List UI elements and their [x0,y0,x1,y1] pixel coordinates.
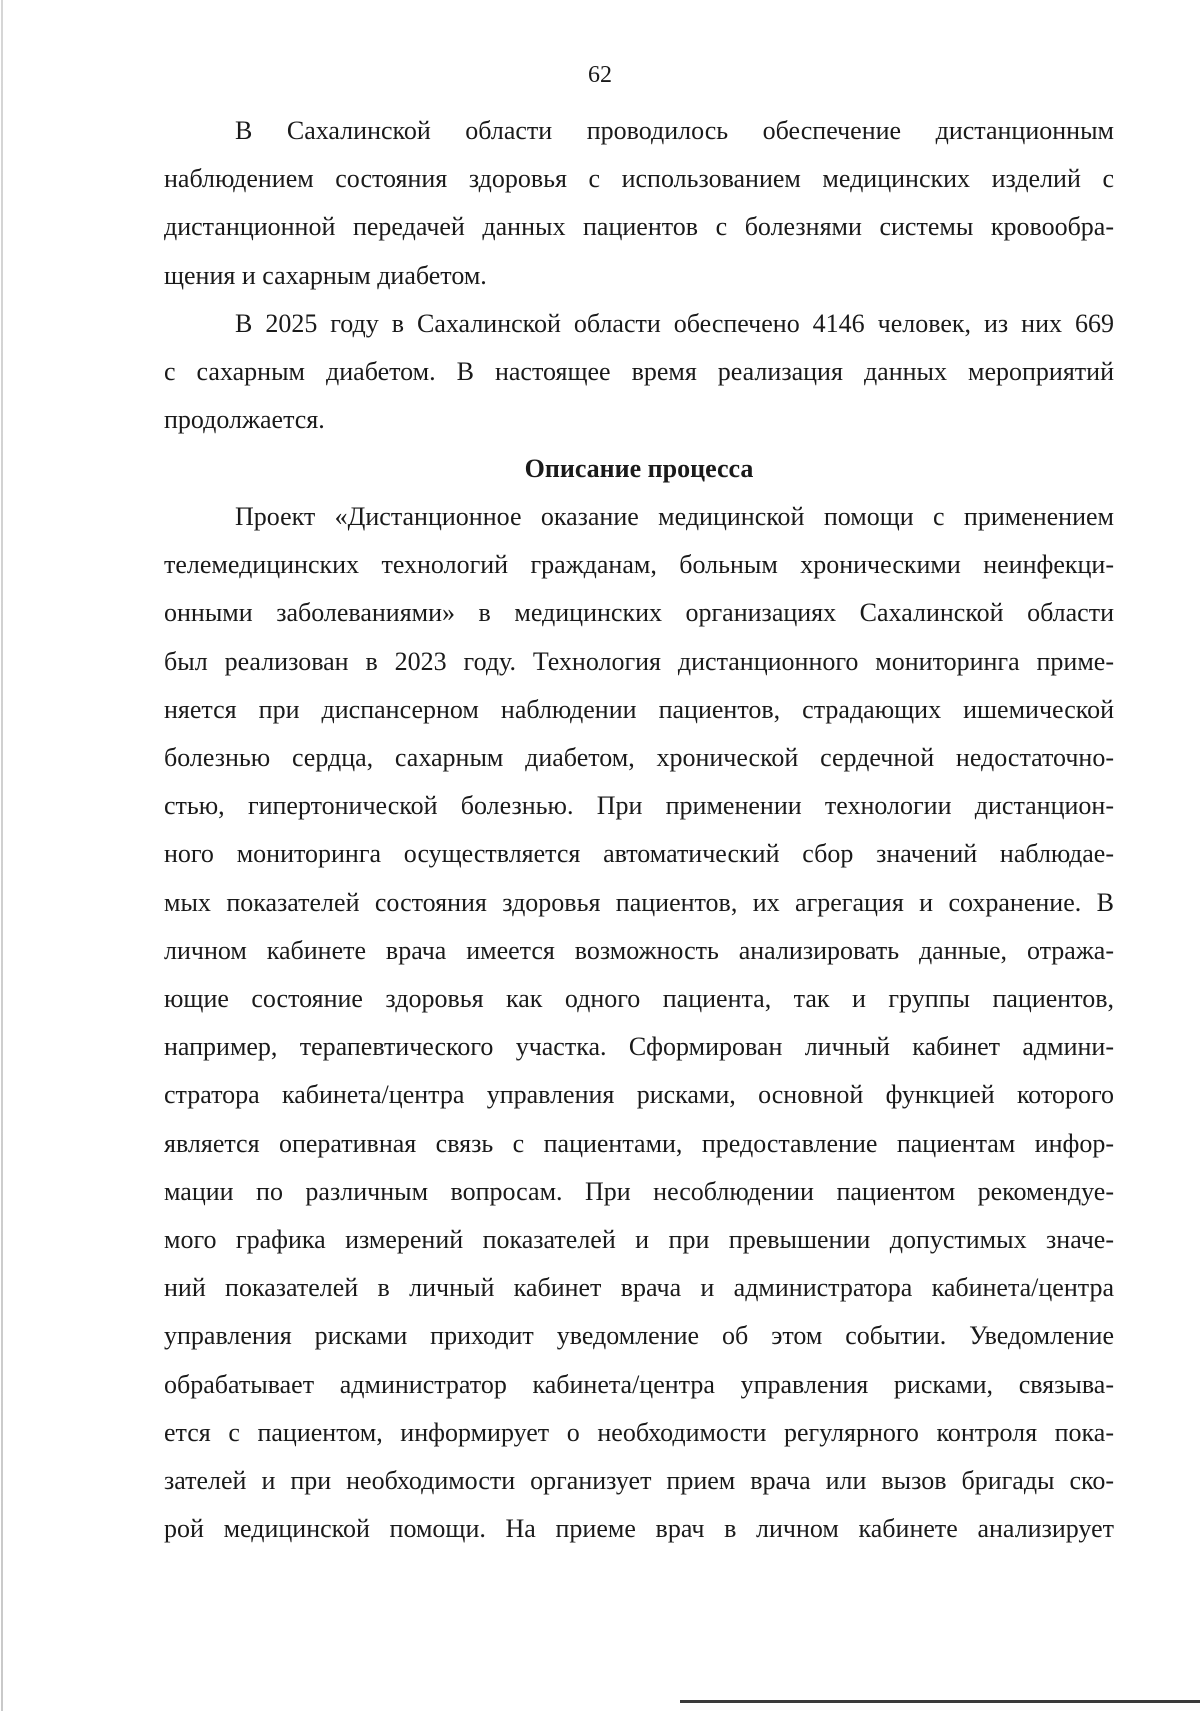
text-line: зателей и при необходимости организует прием врача или вызов бригады ско- [164,1466,1114,1496]
text-line: ного мониторинга осуществляется автоматический сбор значений наблюдае- [164,839,1114,869]
text-line: ется с пациентом, информирует о необходимости регулярного контроля пока- [164,1417,1114,1447]
text-line: няется при диспансерном наблюдении пациентов, страдающих ишемической [164,694,1114,724]
text-line: стратора кабинета/центра управления рисками, основной функцией которого [164,1080,1114,1110]
text-line: наблюдением состояния здоровья с использованием медицинских изделий с [164,164,1114,194]
text-line: телемедицинских технологий гражданам, больным хроническими неинфекци- [164,550,1114,580]
section-heading-block [164,445,1114,493]
text-line: например, терапевтического участка. Сформирован личный кабинет админи- [164,1032,1114,1062]
text-line: мого графика измерений показателей и при превышении допустимых значе- [164,1225,1114,1255]
paragraph-1 [164,107,1114,300]
page-number: 62 [588,62,612,88]
text-line: онными заболеваниями» в медицинских организациях Сахалинской области [164,598,1114,628]
text-line: рой медицинской помощи. На приеме врач в личном кабинете анализирует [164,1514,1114,1544]
text-line: ющие состояние здоровья как одного пациента, так и группы пациентов, [164,984,1114,1014]
text-line: мых показателей состояния здоровья пациентов, их агрегация и сохранение. В [164,887,1114,917]
section-heading: Описание процесса [524,454,754,483]
text-line: был реализован в 2023 году. Технология дистанционного мониторинга приме- [164,646,1114,676]
scan-edge [1,0,3,1711]
text-line: является оперативная связь с пациентами, предоставление пациентам инфор- [164,1128,1114,1158]
text-line: с сахарным диабетом. В настоящее время реализация данных мероприятий [164,357,1114,387]
text-line: дистанционной передачей данных пациентов с болезнями системы кровообра- [164,212,1114,242]
text-line: В Сахалинской области проводилось обеспечение дистанционным [235,116,1114,145]
paragraph-3 [164,493,1114,1553]
text-line: ний показателей в личный кабинет врача и администратора кабинета/центра [164,1273,1114,1303]
text-line: продолжается. [164,405,325,435]
text-line: В 2025 году в Сахалинской области обеспечено 4146 человек, из них 669 [235,309,1114,338]
text-line: Проект «Дистанционное оказание медицинской помощи с применением [235,502,1114,531]
text-line: стью, гипертонической болезнью. При применении технологии дистанцион- [164,791,1114,821]
text-line: щения и сахарным диабетом. [164,260,487,290]
text-line: мации по различным вопросам. При несоблюдении пациентом рекомендуе- [164,1176,1114,1206]
paragraph-2 [164,300,1114,445]
scan-edge-line [680,1700,1200,1703]
text-line: болезнью сердца, сахарным диабетом, хронической сердечной недостаточно- [164,743,1114,773]
text-line: управления рисками приходит уведомление об этом событии. Уведомление [164,1321,1114,1351]
text-line: обрабатывает администратор кабинета/центра управления рисками, связыва- [164,1369,1114,1399]
text-line: личном кабинете врача имеется возможность анализировать данные, отража- [164,935,1114,965]
